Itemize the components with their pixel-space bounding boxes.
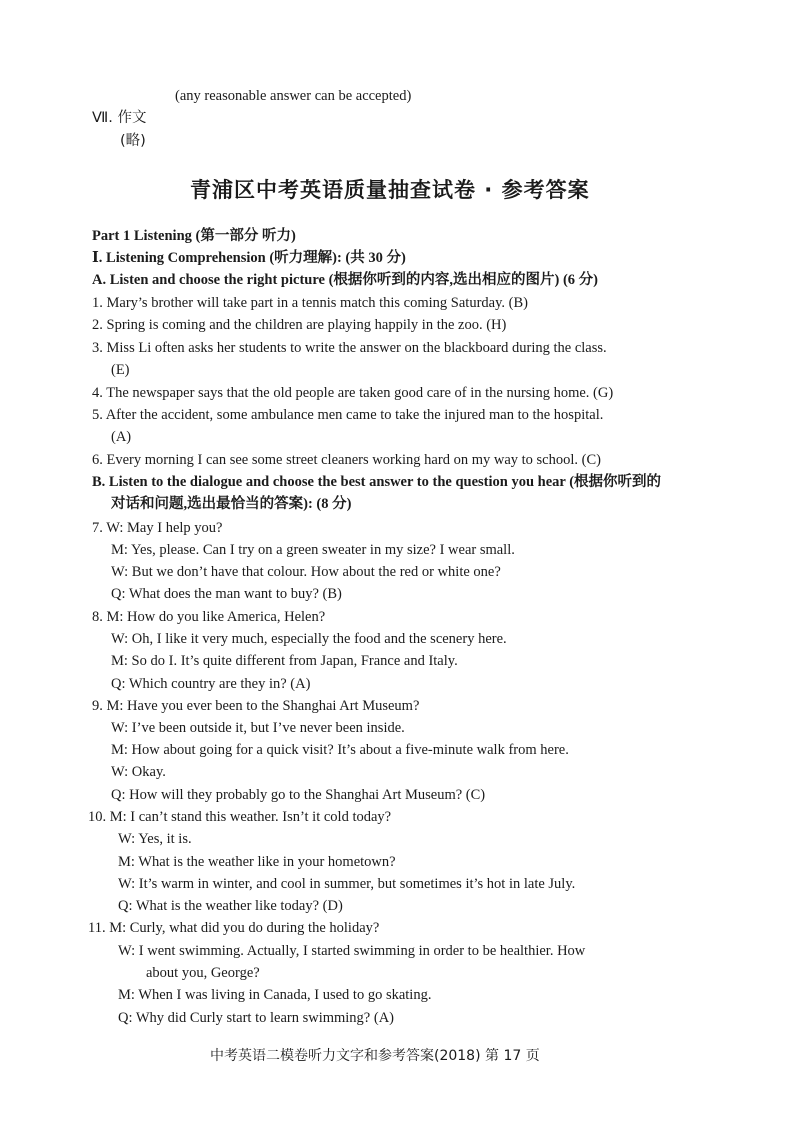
accepted-answer-note: (any reasonable answer can be accepted) [175, 88, 412, 104]
list-item: 3. Miss Li often asks her students to write the answer on the blackboard during the class. [92, 340, 607, 356]
section-b-heading: B. Listen to the dialogue and choose the best answer to the question you hear (根据你听到的 [92, 474, 662, 490]
section-7-body: (略) [120, 133, 146, 149]
dialogue-line: W: But we don’t have that colour. How about the red or white one? [111, 564, 501, 580]
dialogue-line: M: Yes, please. Can I try on a green sweater in my size? I wear small. [111, 542, 515, 558]
dialogue-line: Q: What is the weather like today? (D) [118, 898, 343, 914]
dialogue-line: Q: What does the man want to buy? (B) [111, 586, 342, 602]
dialogue-line: Q: Which country are they in? (A) [111, 676, 311, 692]
section-7-heading: Ⅶ. 作文 [92, 110, 147, 126]
dialogue-line: 10. M: I can’t stand this weather. Isn’t it cold today? [88, 809, 392, 825]
dialogue-line: 8. M: How do you like America, Helen? [92, 609, 326, 625]
dialogue-line: about you, George? [146, 965, 260, 981]
list-item: 2. Spring is coming and the children are playing happily in the zoo. (H) [92, 317, 507, 333]
dialogue-line: M: When I was living in Canada, I used to go skating. [118, 987, 432, 1003]
list-item: 5. After the accident, some ambulance men came to take the injured man to the hospital. [92, 407, 604, 423]
dialogue-line: 11. M: Curly, what did you do during the holiday? [88, 920, 380, 936]
list-item: 6. Every morning I can see some street cleaners working hard on my way to school. (C) [92, 452, 601, 468]
section-b-heading-cont: 对话和问题,选出最恰当的答案): (8 分) [111, 496, 352, 512]
dialogue-line: W: I went swimming. Actually, I started swimming in order to be healthier. How [118, 943, 586, 959]
dialogue-line: 9. M: Have you ever been to the Shanghai Art Museum? [92, 698, 420, 714]
dialogue-line: W: Oh, I like it very much, especially the food and the scenery here. [111, 631, 507, 647]
page-footer: 中考英语二模卷听力文字和参考答案(2018) 第 17 页 [210, 1048, 540, 1064]
section-a-heading: A. Listen and choose the right picture (根据你听到的内容,选出相应的图片) (6 分) [92, 272, 599, 288]
dialogue-line: M: How about going for a quick visit? It’s about a five-minute walk from here. [111, 742, 569, 758]
dialogue-line: M: So do I. It’s quite different from Japan, France and Italy. [111, 653, 458, 669]
listening-comprehension-heading: Ⅰ. Listening Comprehension (听力理解): (共 30 分) [92, 250, 406, 266]
list-item: (A) [111, 429, 132, 445]
list-item: (E) [111, 362, 130, 378]
dialogue-line: Q: Why did Curly start to learn swimming? (A) [118, 1010, 394, 1026]
part1-heading: Part 1 Listening (第一部分 听力) [92, 228, 296, 244]
dialogue-line: Q: How will they probably go to the Shanghai Art Museum? (C) [111, 787, 486, 803]
dialogue-line: 7. W: May I help you? [92, 520, 223, 536]
dialogue-line: M: What is the weather like in your hometown? [118, 854, 396, 870]
list-item: 1. Mary’s brother will take part in a tennis match this coming Saturday. (B) [92, 295, 528, 311]
page-title: 青浦区中考英语质量抽查试卷 · 参考答案 [190, 178, 590, 202]
dialogue-line: W: Yes, it is. [118, 831, 192, 847]
dialogue-line: W: It’s warm in winter, and cool in summer, but sometimes it’s hot in late July. [118, 876, 576, 892]
list-item: 4. The newspaper says that the old people are taken good care of in the nursing home. (G) [92, 385, 614, 401]
dialogue-line: W: I’ve been outside it, but I’ve never been inside. [111, 720, 405, 736]
dialogue-line: W: Okay. [111, 764, 166, 780]
